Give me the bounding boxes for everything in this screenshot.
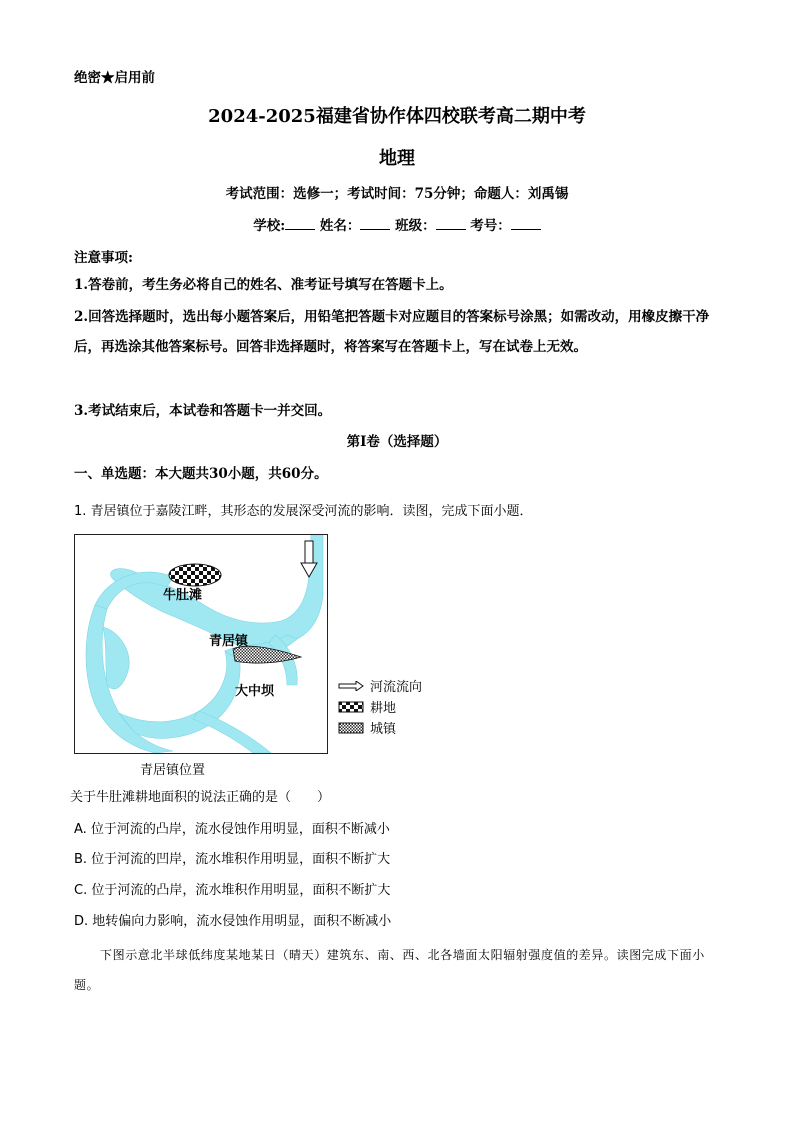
legend-town xyxy=(338,718,396,737)
exam-info: 考试范围：选修一；考试时间：75分钟；命题人：刘禹锡 xyxy=(225,186,569,202)
class-label: 班级： xyxy=(395,218,436,234)
legend-flow-label: 河流流向 xyxy=(370,680,423,695)
student-fields xyxy=(0,214,794,234)
map-caption: 青居镇位置 xyxy=(140,763,206,778)
name-label: 姓名： xyxy=(319,218,361,234)
section-title: 一、单选题：本大题共30小题，共60分。 xyxy=(74,466,328,482)
option-d[interactable]: D. 地转偏向力影响，流水侵蚀作用明显，面积不断减小 xyxy=(74,914,392,929)
qingju-label: 青居镇 xyxy=(209,634,249,649)
farmland-swatch-icon xyxy=(338,701,364,713)
legend-flow xyxy=(338,676,422,695)
exam-title: 2024-2025福建省协作体四校联考高二期中考 xyxy=(208,106,586,127)
flow-arrow-icon xyxy=(338,681,364,691)
question-1-stem: 1. 青居镇位于嘉陵江畔，其形态的发展深受河流的影响．读图，完成下面小题． xyxy=(74,504,533,519)
note-item: 3.考试结束后，本试卷和答题卡一并交回。 xyxy=(74,403,332,419)
notes-heading: 注意事项: xyxy=(74,250,133,266)
school-blank[interactable] xyxy=(285,217,315,230)
name-blank[interactable] xyxy=(360,217,390,230)
legend-farmland-label: 耕地 xyxy=(370,701,397,716)
number-label: 考号： xyxy=(470,218,511,234)
volume-title: 第I卷（选择题） xyxy=(346,434,448,450)
legend-farmland xyxy=(338,697,396,716)
option-a[interactable]: A. 位于河流的凸岸，流水侵蚀作用明显，面积不断减小 xyxy=(74,822,390,837)
confidential-label: 绝密★启用前 xyxy=(74,70,155,86)
number-blank[interactable] xyxy=(511,217,541,230)
question-2-stem: 下图示意北半球低纬度某地某日（晴天）建筑东、南、西、北各墙面太阳辐射强度值的差异。读图完成下面小题。 xyxy=(74,948,705,992)
subject-title: 地理 xyxy=(379,148,415,169)
dazhongba-label: 大中坝 xyxy=(235,684,275,699)
niudutan-label: 牛肚滩 xyxy=(163,588,203,603)
question-1-text: 关于牛肚滩耕地面积的说法正确的是（ ） xyxy=(70,790,331,805)
legend-town-label: 城镇 xyxy=(370,722,397,737)
note-item: 1.答卷前，考生务必将自己的姓名、准考证号填写在答题卡上。 xyxy=(74,277,453,293)
qingju-map xyxy=(74,534,328,754)
option-c[interactable]: C. 位于河流的凸岸，流水堆积作用明显，面积不断扩大 xyxy=(74,883,391,898)
town-swatch-icon xyxy=(338,722,364,734)
niudutan-farmland xyxy=(169,564,221,586)
option-b[interactable]: B. 位于河流的凹岸，流水堆积作用明显，面积不断扩大 xyxy=(74,852,391,867)
note-item: 2.回答选择题时，选出每小题答案后，用铅笔把答题卡对应题目的答案标号涂黑；如需改动，用橡皮擦干净后，再选涂其他答案标号。回答非选择题时，将答案写在答题卡上，写在试卷上无效。 xyxy=(74,309,710,355)
class-blank[interactable] xyxy=(436,217,466,230)
school-label: 学校: xyxy=(253,218,286,234)
